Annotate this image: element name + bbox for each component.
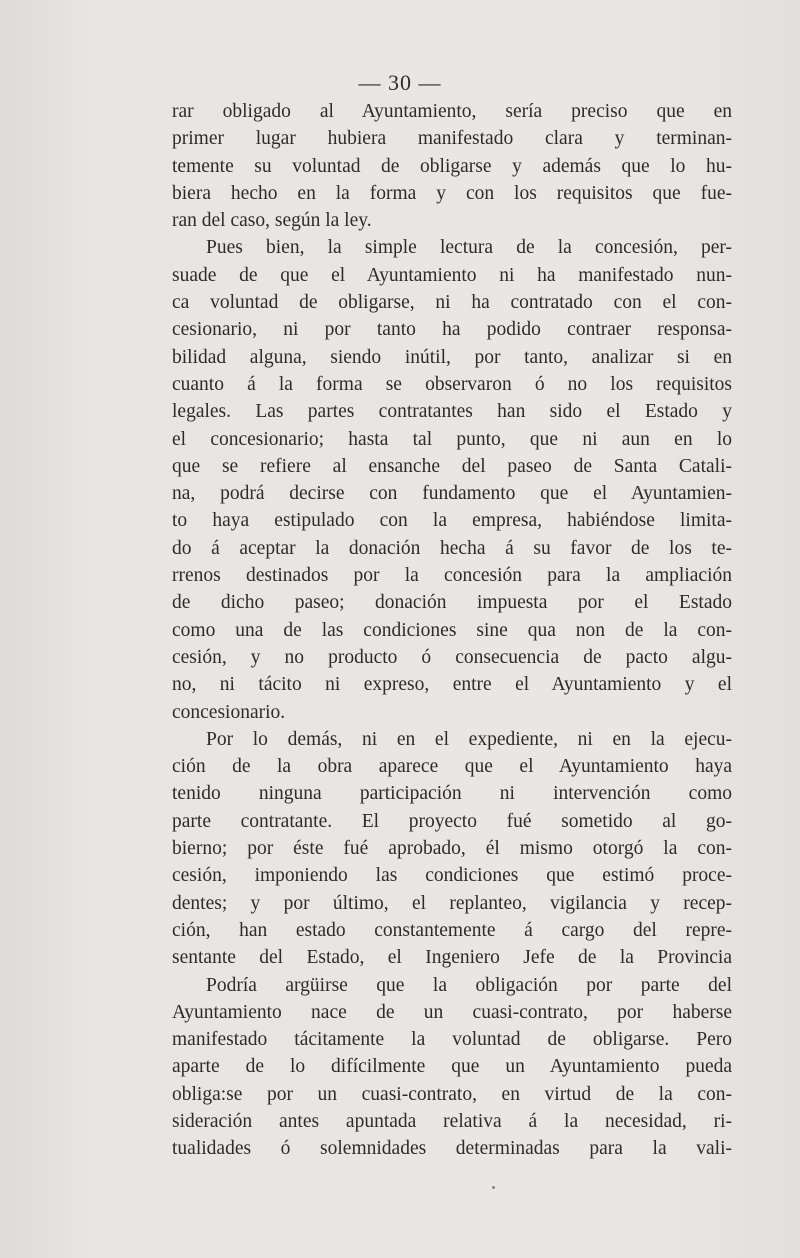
text-line: de dicho paseo; donación impuesta por el Estado bbox=[172, 592, 732, 614]
text-line: cesión, y no producto ó consecuencia de pacto algu- bbox=[172, 646, 732, 668]
text-line: ran del caso, según la ley. bbox=[172, 210, 372, 232]
text-line: rrenos destinados por la concesión para la ampliación bbox=[172, 565, 732, 587]
text-line: Podría argüirse que la obligación por parte del bbox=[206, 974, 732, 996]
text-line: bierno; por éste fué aprobado, él mismo otorgó la con- bbox=[172, 838, 732, 860]
text-line: legales. Las partes contratantes han sido el Estado y bbox=[172, 401, 732, 423]
text-line: ca voluntad de obligarse, ni ha contratado con el con- bbox=[172, 292, 732, 314]
text-line: cuanto á la forma se observaron ó no los requisitos bbox=[172, 373, 732, 395]
text-line: Ayuntamiento nace de un cuasi-contrato, por haberse bbox=[172, 1001, 732, 1023]
text-line: cesión, imponiendo las condiciones que estimó proce- bbox=[172, 865, 732, 887]
page-number: — 30 — bbox=[358, 70, 442, 95]
text-line: el concesionario; hasta tal punto, que ni aun en lo bbox=[172, 428, 732, 450]
text-line: manifestado tácitamente la voluntad de obligarse. Pero bbox=[172, 1029, 732, 1051]
text-line: sideración antes apuntada relativa á la necesidad, ri- bbox=[172, 1110, 732, 1132]
text-line: rar obligado al Ayuntamiento, sería preciso que en bbox=[172, 101, 732, 122]
text-line: que se refiere al ensanche del paseo de Santa Catali- bbox=[172, 455, 732, 477]
text-line: primer lugar hubiera manifestado clara y terminan- bbox=[172, 128, 732, 150]
text-line: aparte de lo difícilmente que un Ayuntamiento pueda bbox=[172, 1056, 732, 1078]
text-line: no, ni tácito ni expreso, entre el Ayuntamiento y el bbox=[172, 674, 732, 696]
text-line: bilidad alguna, siendo inútil, por tanto, analizar si en bbox=[172, 346, 732, 368]
text-line: tenido ninguna participación ni intervención como bbox=[172, 783, 732, 805]
text-line: concesionario. bbox=[172, 701, 286, 723]
text-line: como una de las condiciones sine qua non de la con- bbox=[172, 619, 732, 641]
body-text bbox=[172, 98, 732, 1163]
text-line: Por lo demás, ni en el expediente, ni en la ejecu- bbox=[206, 728, 732, 750]
text-line: temente su voluntad de obligarse y además que lo hu- bbox=[172, 155, 732, 177]
text-line: Pues bien, la simple lectura de la concesión, per- bbox=[206, 237, 732, 259]
text-line: dentes; y por último, el replanteo, vigilancia y recep- bbox=[172, 892, 732, 914]
text-line: biera hecho en la forma y con los requisitos que fue- bbox=[172, 182, 732, 204]
paper-speck bbox=[492, 1186, 495, 1189]
text-line: parte contratante. El proyecto fué sometido al go- bbox=[172, 810, 732, 832]
text-line: na, podrá decirse con fundamento que el Ayuntamien- bbox=[172, 483, 732, 505]
text-line: ción, han estado constantemente á cargo del repre- bbox=[172, 919, 732, 941]
text-line: do á aceptar la donación hecha á su favor de los te- bbox=[172, 537, 732, 559]
text-line: sentante del Estado, el Ingeniero Jefe de la Provincia bbox=[172, 947, 732, 969]
text-line: tualidades ó solemnidades determinadas para la vali- bbox=[172, 1138, 732, 1160]
text-line: obliga:se por un cuasi-contrato, en virtud de la con- bbox=[172, 1083, 732, 1105]
text-line: suade de que el Ayuntamiento ni ha manifestado nun- bbox=[172, 264, 732, 286]
text-line: cesionario, ni por tanto ha podido contraer responsa- bbox=[172, 319, 732, 341]
text-line: to haya estipulado con la empresa, habiéndose limita- bbox=[172, 510, 732, 532]
text-line: ción de la obra aparece que el Ayuntamiento haya bbox=[172, 756, 732, 778]
